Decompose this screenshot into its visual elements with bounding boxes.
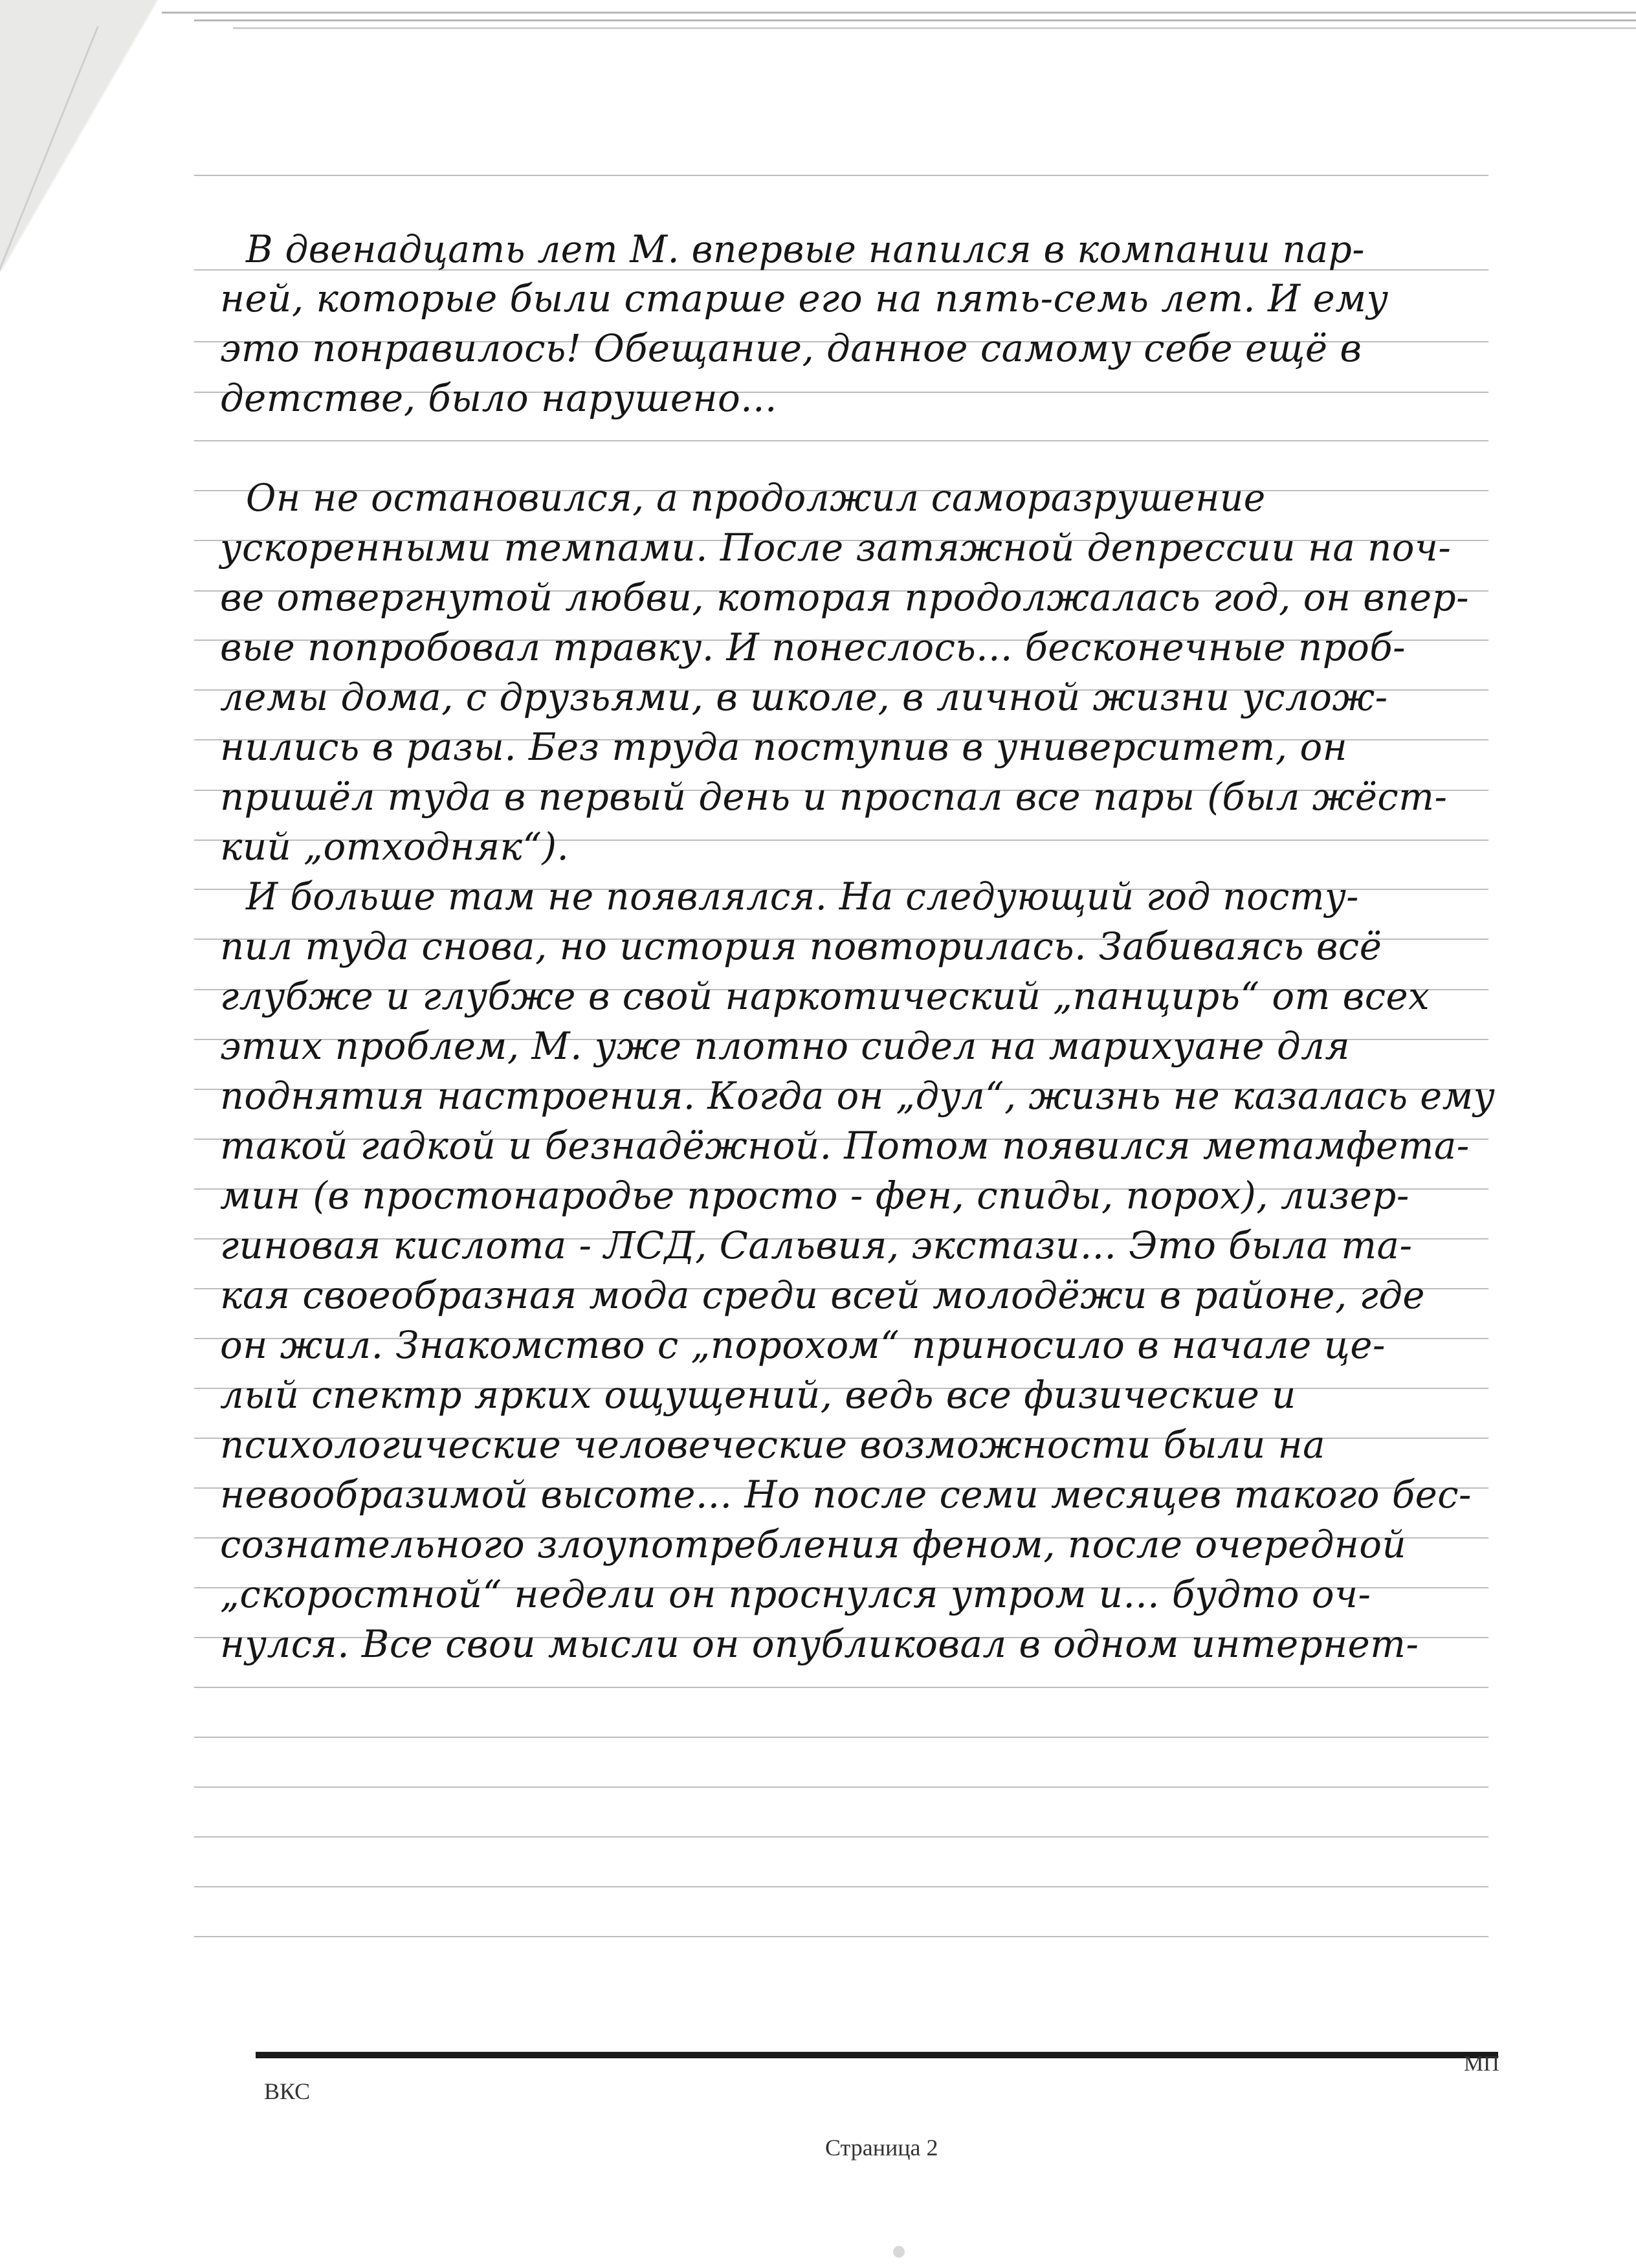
folded-corner (0, 0, 168, 272)
handwritten-line: глубже и глубже в свой наркотический „панцирь“ от всех (220, 974, 1430, 1018)
footer-left-label: ВКС (264, 2078, 311, 2104)
handwritten-line: мин (в простонародье просто - фен, спиды, порох), лизер- (220, 1173, 1409, 1217)
handwritten-line: нились в разы. Без труда поступив в университет, он (220, 725, 1348, 769)
ruled-line (194, 1786, 1488, 1788)
handwritten-line: такой гадкой и безнадёжной. Потом появился метамфета- (220, 1124, 1470, 1168)
ruled-line (194, 1936, 1488, 1937)
ruled-line (194, 175, 1488, 176)
handwritten-line: И больше там не появлялся. На следующий год посту- (246, 874, 1359, 918)
handwritten-line: пил туда снова, но история повторилась. Забиваясь всё (220, 924, 1382, 968)
handwritten-line: детстве, было нарушено... (220, 376, 777, 420)
ruled-line (194, 1886, 1488, 1887)
handwritten-line: В двенадцать лет М. впервые напился в компании пар- (246, 227, 1365, 271)
ruled-line (194, 1687, 1488, 1688)
handwritten-line: это понравилось! Обещание, данное самому себе ещё в (220, 326, 1362, 370)
handwritten-line: кая своеобразная мода среди всей молодёжи в районе, где (220, 1273, 1426, 1317)
handwritten-line: лемы дома, с друзьями, в школе, в личной жизни услож- (220, 675, 1388, 719)
handwritten-line: „скоростной“ недели он проснулся утром и... будто оч- (220, 1572, 1371, 1616)
ruled-line (194, 440, 1488, 441)
handwritten-line: поднятия настроения. Когда он „дул“, жизнь не казалась ему (220, 1074, 1496, 1118)
footer-right-label: МП (1464, 2052, 1499, 2076)
stacked-page-edge (162, 12, 1636, 14)
handwritten-line: вые попробовал травку. И понеслось... бесконечные проб- (220, 625, 1406, 669)
stacked-page-edge (233, 27, 1636, 29)
scan-speck (893, 2246, 905, 2258)
page-number: Страница 2 (825, 2135, 938, 2161)
handwritten-line: лый спектр ярких ощущений, ведь все физические и (220, 1373, 1296, 1417)
handwritten-line: он жил. Знакомство с „порохом“ приносило в начале це- (220, 1323, 1386, 1367)
stacked-page-edge (194, 19, 1636, 21)
handwritten-line: нулся. Все свои мысли он опубликовал в одном интернет- (220, 1622, 1419, 1666)
footer-rule (256, 2052, 1498, 2058)
handwritten-line: кий „отходняк“). (220, 825, 569, 869)
handwritten-line: гиновая кислота - ЛСД, Сальвия, экстази... Это была та- (220, 1223, 1413, 1267)
ruled-line (194, 1737, 1488, 1738)
handwritten-line: психологические человеческие возможности были на (220, 1423, 1325, 1467)
handwritten-line: этих проблем, М. уже плотно сидел на марихуане для (220, 1024, 1351, 1068)
handwritten-line: невообразимой высоте... Но после семи месяцев такого бес- (220, 1473, 1472, 1517)
handwritten-line: ускоренными темпами. После затяжной депрессии на поч- (220, 526, 1452, 570)
handwritten-line: Он не остановился, а продолжил саморазрушение (246, 476, 1266, 520)
handwritten-line: ней, которые были старше его на пять-семь лет. И ему (220, 276, 1389, 320)
ruled-line (194, 1836, 1488, 1838)
handwritten-line: сознательного злоупотребления феном, после очередной (220, 1522, 1407, 1566)
handwritten-line: пришёл туда в первый день и проспал все пары (был жёст- (220, 775, 1448, 819)
handwritten-line: ве отвергнутой любви, которая продолжалась год, он впер- (220, 575, 1470, 619)
